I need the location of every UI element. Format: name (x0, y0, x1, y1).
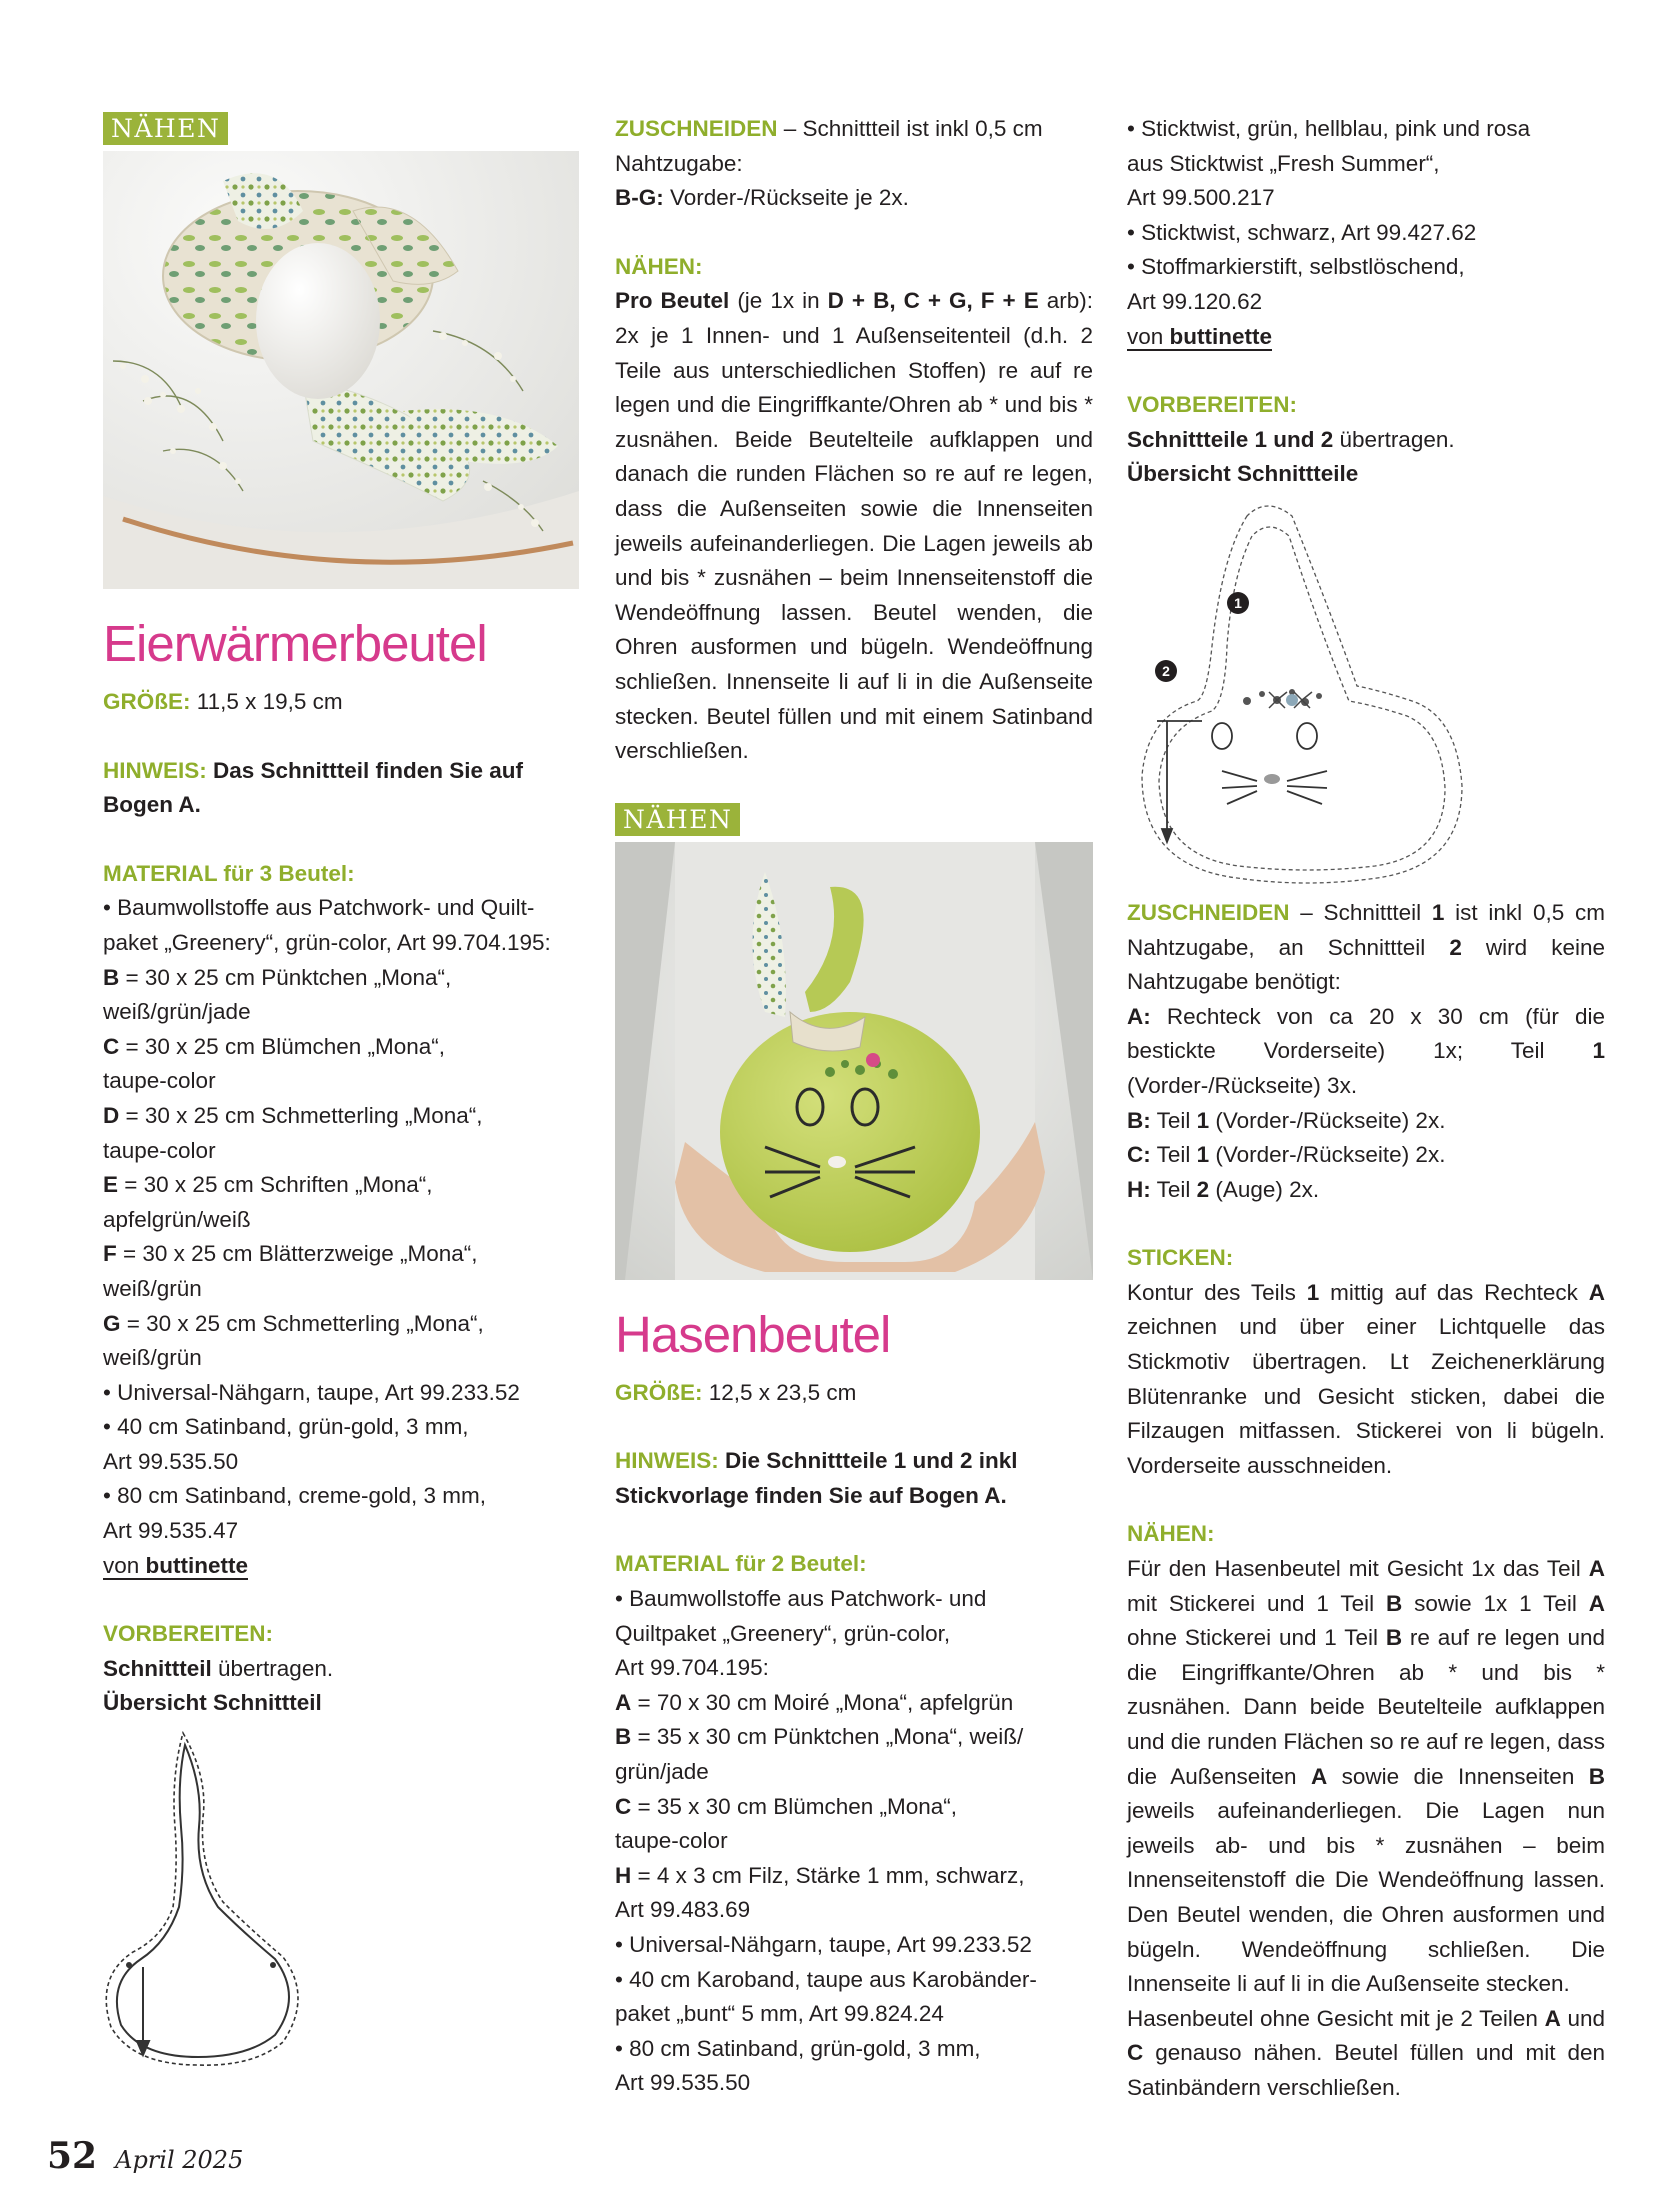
fabric-item (103, 1099, 579, 1168)
sewing-bold: B (1588, 1763, 1605, 1789)
material-line: • Stoffmarkierstift, selbstlöschend, (1127, 254, 1465, 280)
embroidery-bold: 1 (1306, 1279, 1320, 1305)
project-title: Hasenbeutel (615, 1305, 891, 1363)
cutting-text: wird keine Nahtzugabe benötigt: (1127, 934, 1605, 995)
sewing-part: Hasenbeutel ohne Gesicht mit je 2 Teilen (1127, 2005, 1545, 2031)
sewing-bold: C (1127, 2040, 1144, 2066)
material-line: Art 99.500.217 (1127, 185, 1275, 211)
fabric-text: taupe-color (103, 1068, 216, 1094)
pattern-outline-egg-cozy-icon (103, 1727, 303, 2067)
marker-2: 2 (1155, 660, 1177, 682)
fabric-text: grün/jade (615, 1759, 709, 1785)
fabric-text: = 4 x 3 cm Filz, Stärke 1 mm, schwarz, (631, 1862, 1025, 1888)
sewing-part: re auf re legen und die Eingriffkante/Ohren ab * und bis * zusnähen. Dann beide Beutelteile aufklappen und die runden Flächen so re auf re legen, dass die Außenseiten (1127, 1625, 1606, 1789)
sewing-bold: A (1544, 2005, 1561, 2031)
fabric-text: weiß/grün (103, 1275, 202, 1301)
section-tag: NÄHEN (615, 803, 740, 836)
fabric-item (103, 961, 579, 1030)
sewing-bold: B (1386, 1590, 1403, 1616)
right-column (1127, 112, 1605, 2106)
sewing-heading: NÄHEN: (615, 253, 703, 279)
sewing-bold: A (1310, 1763, 1328, 1789)
page-footer (47, 2135, 243, 2177)
cutting-text: (Auge) 2x. (1209, 1176, 1320, 1202)
sewing-bold: A (1588, 1590, 1605, 1616)
fabric-text: = 30 x 25 cm Blümchen „Mona“, (119, 1033, 446, 1059)
size-value: 11,5 x 19,5 cm (190, 689, 343, 714)
sewing-heading: NÄHEN: (1127, 1521, 1215, 1547)
sewing-part: und (1560, 2005, 1605, 2031)
sewing-part: sowie die Innenseiten (1327, 1763, 1589, 1789)
fabric-item (615, 1859, 1093, 1928)
fabric-item (103, 1237, 579, 1306)
fabric-text: apfelgrün/weiß (103, 1206, 251, 1232)
embroidery-part: mittig auf das Rechteck (1319, 1279, 1589, 1305)
sewing-part: sowie 1x 1 Teil (1402, 1590, 1589, 1616)
fabric-item (103, 1168, 579, 1237)
material-line: Art 99.535.47 (103, 1518, 239, 1544)
fabric-text: weiß/grün (103, 1345, 202, 1371)
material-line: • Sticktwist, grün, hellblau, pink und rosa (1127, 116, 1531, 141)
fabric-code: C (103, 1033, 120, 1059)
sewing-bold: A (1588, 1556, 1605, 1582)
pattern-outline-bunny-bag-icon (1127, 496, 1607, 896)
sewing-rest-2: arb): (1038, 288, 1093, 314)
fabric-item (103, 1030, 579, 1099)
overview-text: Übersicht Schnittteile (1127, 461, 1359, 487)
cutting-label: ZUSCHNEIDEN (1127, 899, 1290, 925)
fabric-text: taupe-color (103, 1137, 216, 1163)
sewing-part: ohne Stickerei und 1 Teil (1127, 1625, 1386, 1651)
fabric-text: = 70 x 30 cm Moiré „Mona“, apfelgrün (631, 1689, 1014, 1715)
material-line: Art 99.535.50 (103, 1448, 239, 1474)
cutting-text: – Schnittteil (1289, 899, 1432, 925)
note-label: HINWEIS: (103, 757, 207, 783)
note-text: Die Schnittteile 1 und 2 inkl (718, 1448, 1018, 1474)
bunny-bag-photo-icon (615, 842, 1093, 1280)
sewing-bold: B (1385, 1625, 1403, 1651)
material-line: • Universal-Nähgarn, taupe, Art 99.233.52 (103, 1379, 520, 1405)
material-line: • 40 cm Karoband, taupe aus Karobänder- (615, 1966, 1037, 1992)
material-line: paket „Greenery“, grün-color, Art 99.704.195: (103, 929, 551, 955)
note (615, 1444, 1093, 1513)
egg-cozy-photo-icon (103, 151, 579, 589)
cutting-bold: 2 (1196, 1176, 1210, 1202)
fabric-text: = 30 x 25 cm Pünktchen „Mona“, (119, 964, 452, 990)
cutting-bold: 2 (1449, 934, 1462, 960)
sewing-text (1127, 1552, 1605, 2106)
shop-line (103, 1549, 579, 1584)
material-line: Quiltpaket „Greenery“, grün-color, (615, 1620, 951, 1646)
sewing-rest: (je 1x in (729, 288, 828, 314)
material-line: • Sticktwist, schwarz, Art 99.427.62 (1127, 219, 1477, 245)
cutting-bold: 1 (1431, 899, 1445, 925)
issue-date: April 2025 (115, 2146, 244, 2174)
note-text-2: Stickvorlage finden Sie auf Bogen A. (615, 1482, 1007, 1508)
fabric-code: F (103, 1241, 117, 1267)
shop-line (1127, 320, 1605, 355)
fabric-item (615, 1686, 1093, 1721)
overview-label (1127, 457, 1605, 492)
material-heading: MATERIAL für 3 Beutel: (103, 860, 355, 886)
sewing-part: genauso nähen. Beutel füllen und mit den Satinbändern verschließen. (1127, 2040, 1605, 2100)
embroidery-part: Kontur des Teils (1127, 1279, 1307, 1305)
prepare-heading: VORBEREITEN: (1127, 392, 1298, 418)
material-line: paket „bunt“ 5 mm, Art 99.824.24 (615, 2001, 944, 2027)
cutting-code: B: (1127, 1107, 1151, 1133)
fabric-code: H (615, 1862, 632, 1888)
note-label: HINWEIS: (615, 1448, 719, 1474)
section-tag: NÄHEN (103, 112, 228, 145)
cutting-code: H: (1127, 1176, 1151, 1202)
shop-link[interactable]: buttinette (145, 1552, 249, 1578)
shop-prefix: von (103, 1552, 146, 1578)
fabric-text: Art 99.483.69 (615, 1897, 751, 1923)
sewing-bold-2: D + B, C + G, F + E (827, 288, 1039, 314)
size-line (103, 685, 579, 720)
size-line (615, 1376, 1093, 1411)
embroidery-heading: STICKEN: (1127, 1245, 1234, 1271)
cutting-bold: B-G: (615, 185, 664, 211)
material-heading: MATERIAL für 2 Beutel: (615, 1551, 867, 1577)
note (103, 754, 579, 823)
sewing-part: Für den Hasenbeutel mit Gesicht 1x das Teil (1127, 1556, 1589, 1582)
overview-label (103, 1686, 579, 1721)
fabric-item (615, 1790, 1093, 1859)
material-line: Art 99.704.195: (615, 1655, 769, 1681)
embroidery-text (1127, 1276, 1605, 1484)
cutting-text: (Vorder-/Rückseite) 2x. (1209, 1107, 1446, 1133)
fabric-code: E (103, 1172, 119, 1198)
fabric-code: A (615, 1689, 632, 1715)
material-line: • 80 cm Satinband, grün-gold, 3 mm, (615, 2035, 981, 2061)
fabric-text: = 30 x 25 cm Schriften „Mona“, (118, 1172, 433, 1198)
sewing-part: jeweils aufeinanderliegen. Die Lagen nun jeweils ab- und bis * zusnähen – beim Innenseitenstoff die Die Wendeöffnung lassen. Den Beutel wenden, die Ohren ausformen und bügeln. Wendeöffnung schließen. Die Innenseite li auf li in die Außenseite stecken. (1127, 1798, 1605, 1997)
shop-link[interactable]: buttinette (1169, 323, 1273, 349)
material-line: aus Sticktwist „Fresh Summer“, (1127, 150, 1440, 176)
fabric-text: = 35 x 30 cm Blümchen „Mona“, (631, 1793, 958, 1819)
cutting-rest: Vorder-/Rückseite je 2x. (663, 185, 909, 211)
material-line: • Baumwollstoffe aus Patchwork- und (615, 1586, 987, 1612)
cutting-bold: 1 (1592, 1038, 1605, 1064)
cutting-text: (Vorder-/Rückseite) 2x. (1209, 1142, 1446, 1168)
cutting-text: Teil (1150, 1176, 1197, 1202)
prepare-heading: VORBEREITEN: (103, 1621, 274, 1647)
fabric-code: C (615, 1793, 632, 1819)
cutting-step (1127, 896, 1605, 1207)
fabric-code: B (103, 964, 120, 990)
overview-text: Übersicht Schnittteil (103, 1690, 322, 1716)
left-column (103, 112, 579, 2067)
prepare-bold: Schnittteil (103, 1655, 212, 1681)
material-line: • Universal-Nähgarn, taupe, Art 99.233.52 (615, 1932, 1032, 1957)
embroidery-bold: A (1588, 1279, 1605, 1305)
material-line: • 40 cm Satinband, grün-gold, 3 mm, (103, 1414, 469, 1440)
size-value: 12,5 x 23,5 cm (702, 1379, 857, 1405)
material-line: • Baumwollstoffe aus Patchwork- und Quilt- (103, 895, 535, 921)
middle-column (615, 112, 1093, 2101)
prepare-bold: Schnittteile 1 und 2 (1127, 426, 1334, 452)
embroidery-part: zeichnen und über einer Lichtquelle das Stickmotiv übertragen. Lt Zeichenerklärung Blütenranke und Gesicht sticken, dabei die Filzaugen mitfassen. Stickerei von li bügeln. Vorderseite ausschneiden. (1127, 1314, 1605, 1478)
fabric-text: = 30 x 25 cm Blätterzweige „Mona“, (116, 1241, 478, 1267)
project-title: Eierwärmerbeutel (103, 615, 487, 672)
fabric-text: = 30 x 25 cm Schmetterling „Mona“, (120, 1310, 484, 1336)
sewing-part: mit Stickerei und 1 Teil (1127, 1590, 1387, 1616)
fabric-code: G (103, 1310, 121, 1336)
cutting-text-2: Nahtzugabe: (615, 150, 743, 176)
cutting-step (615, 112, 1093, 216)
cutting-text: – Schnittteil ist inkl 0,5 cm (777, 116, 1043, 141)
cutting-text: (Vorder-/Rückseite) 3x. (1127, 1072, 1358, 1098)
cutting-text: ist inkl 0,5 cm Nahtzugabe, an Schnittteil (1127, 899, 1605, 960)
note-text-2: Bogen A. (103, 792, 201, 818)
marker-1: 1 (1227, 592, 1249, 614)
fabric-code: B (615, 1724, 632, 1750)
fabric-item (615, 1720, 1093, 1789)
cutting-label: ZUSCHNEIDEN (615, 116, 778, 141)
shop-prefix: von (1127, 323, 1170, 349)
fabric-item (103, 1307, 579, 1376)
cutting-bold: 1 (1196, 1142, 1210, 1168)
fabric-text: taupe-color (615, 1828, 728, 1854)
cutting-code: A: (1127, 1003, 1151, 1029)
sewing-text (615, 284, 1093, 768)
note-text: Das Schnittteil finden Sie auf (206, 757, 524, 783)
fabric-text: = 30 x 25 cm Schmetterling „Mona“, (119, 1102, 483, 1128)
fabric-text: = 35 x 30 cm Pünktchen „Mona“, weiß/ (631, 1724, 1024, 1750)
cutting-bold: 1 (1196, 1107, 1210, 1133)
prepare-text (1127, 423, 1605, 458)
size-label: GRÖßE: (615, 1379, 703, 1405)
cutting-text: Teil (1150, 1107, 1197, 1133)
material-line: Art 99.535.50 (615, 2070, 751, 2096)
sewing-body: 2x je 1 Innen- und 1 Außenseitenteil (d.h. 2 Teile aus unterschiedlichen Stoffen) re auf re legen und die Eingriffkante/Ohren ab * und bis * zusnähen. Beide Beutelteile aufklappen und danach die runden Flächen so re auf re legen, dass die Außenseiten sowie die Innenseiten jeweils aufeinanderliegen. Die Lagen jeweils ab und bis * zusnähen – beim Innenseitenstoff die Wendeöffnung lassen. Beutel wenden, die Ohren ausformen und bügeln. Wendeöffnung schließen. Innenseite li auf li in die Außenseite stecken. Beutel füllen und mit einem Satinband verschließen. (615, 322, 1093, 764)
prepare-rest: übertragen. (211, 1655, 334, 1681)
material-line: Art 99.120.62 (1127, 288, 1263, 314)
size-label: GRÖßE: (103, 689, 191, 714)
prepare-text (103, 1652, 579, 1687)
fabric-text: weiß/grün/jade (103, 999, 251, 1025)
sewing-bold: Pro Beutel (615, 288, 730, 314)
cutting-text: Teil (1150, 1142, 1197, 1168)
bunny-pattern-figure (1127, 496, 1607, 896)
cutting-text: Rechteck von ca 20 x 30 cm (für die bestickte Vorderseite) 1x; Teil (1127, 1003, 1605, 1064)
page-number: 52 (47, 2135, 98, 2177)
prepare-rest: übertragen. (1333, 426, 1455, 452)
material-line: • 80 cm Satinband, creme-gold, 3 mm, (103, 1483, 487, 1509)
fabric-code: D (103, 1102, 120, 1128)
cutting-code: C: (1127, 1142, 1151, 1168)
